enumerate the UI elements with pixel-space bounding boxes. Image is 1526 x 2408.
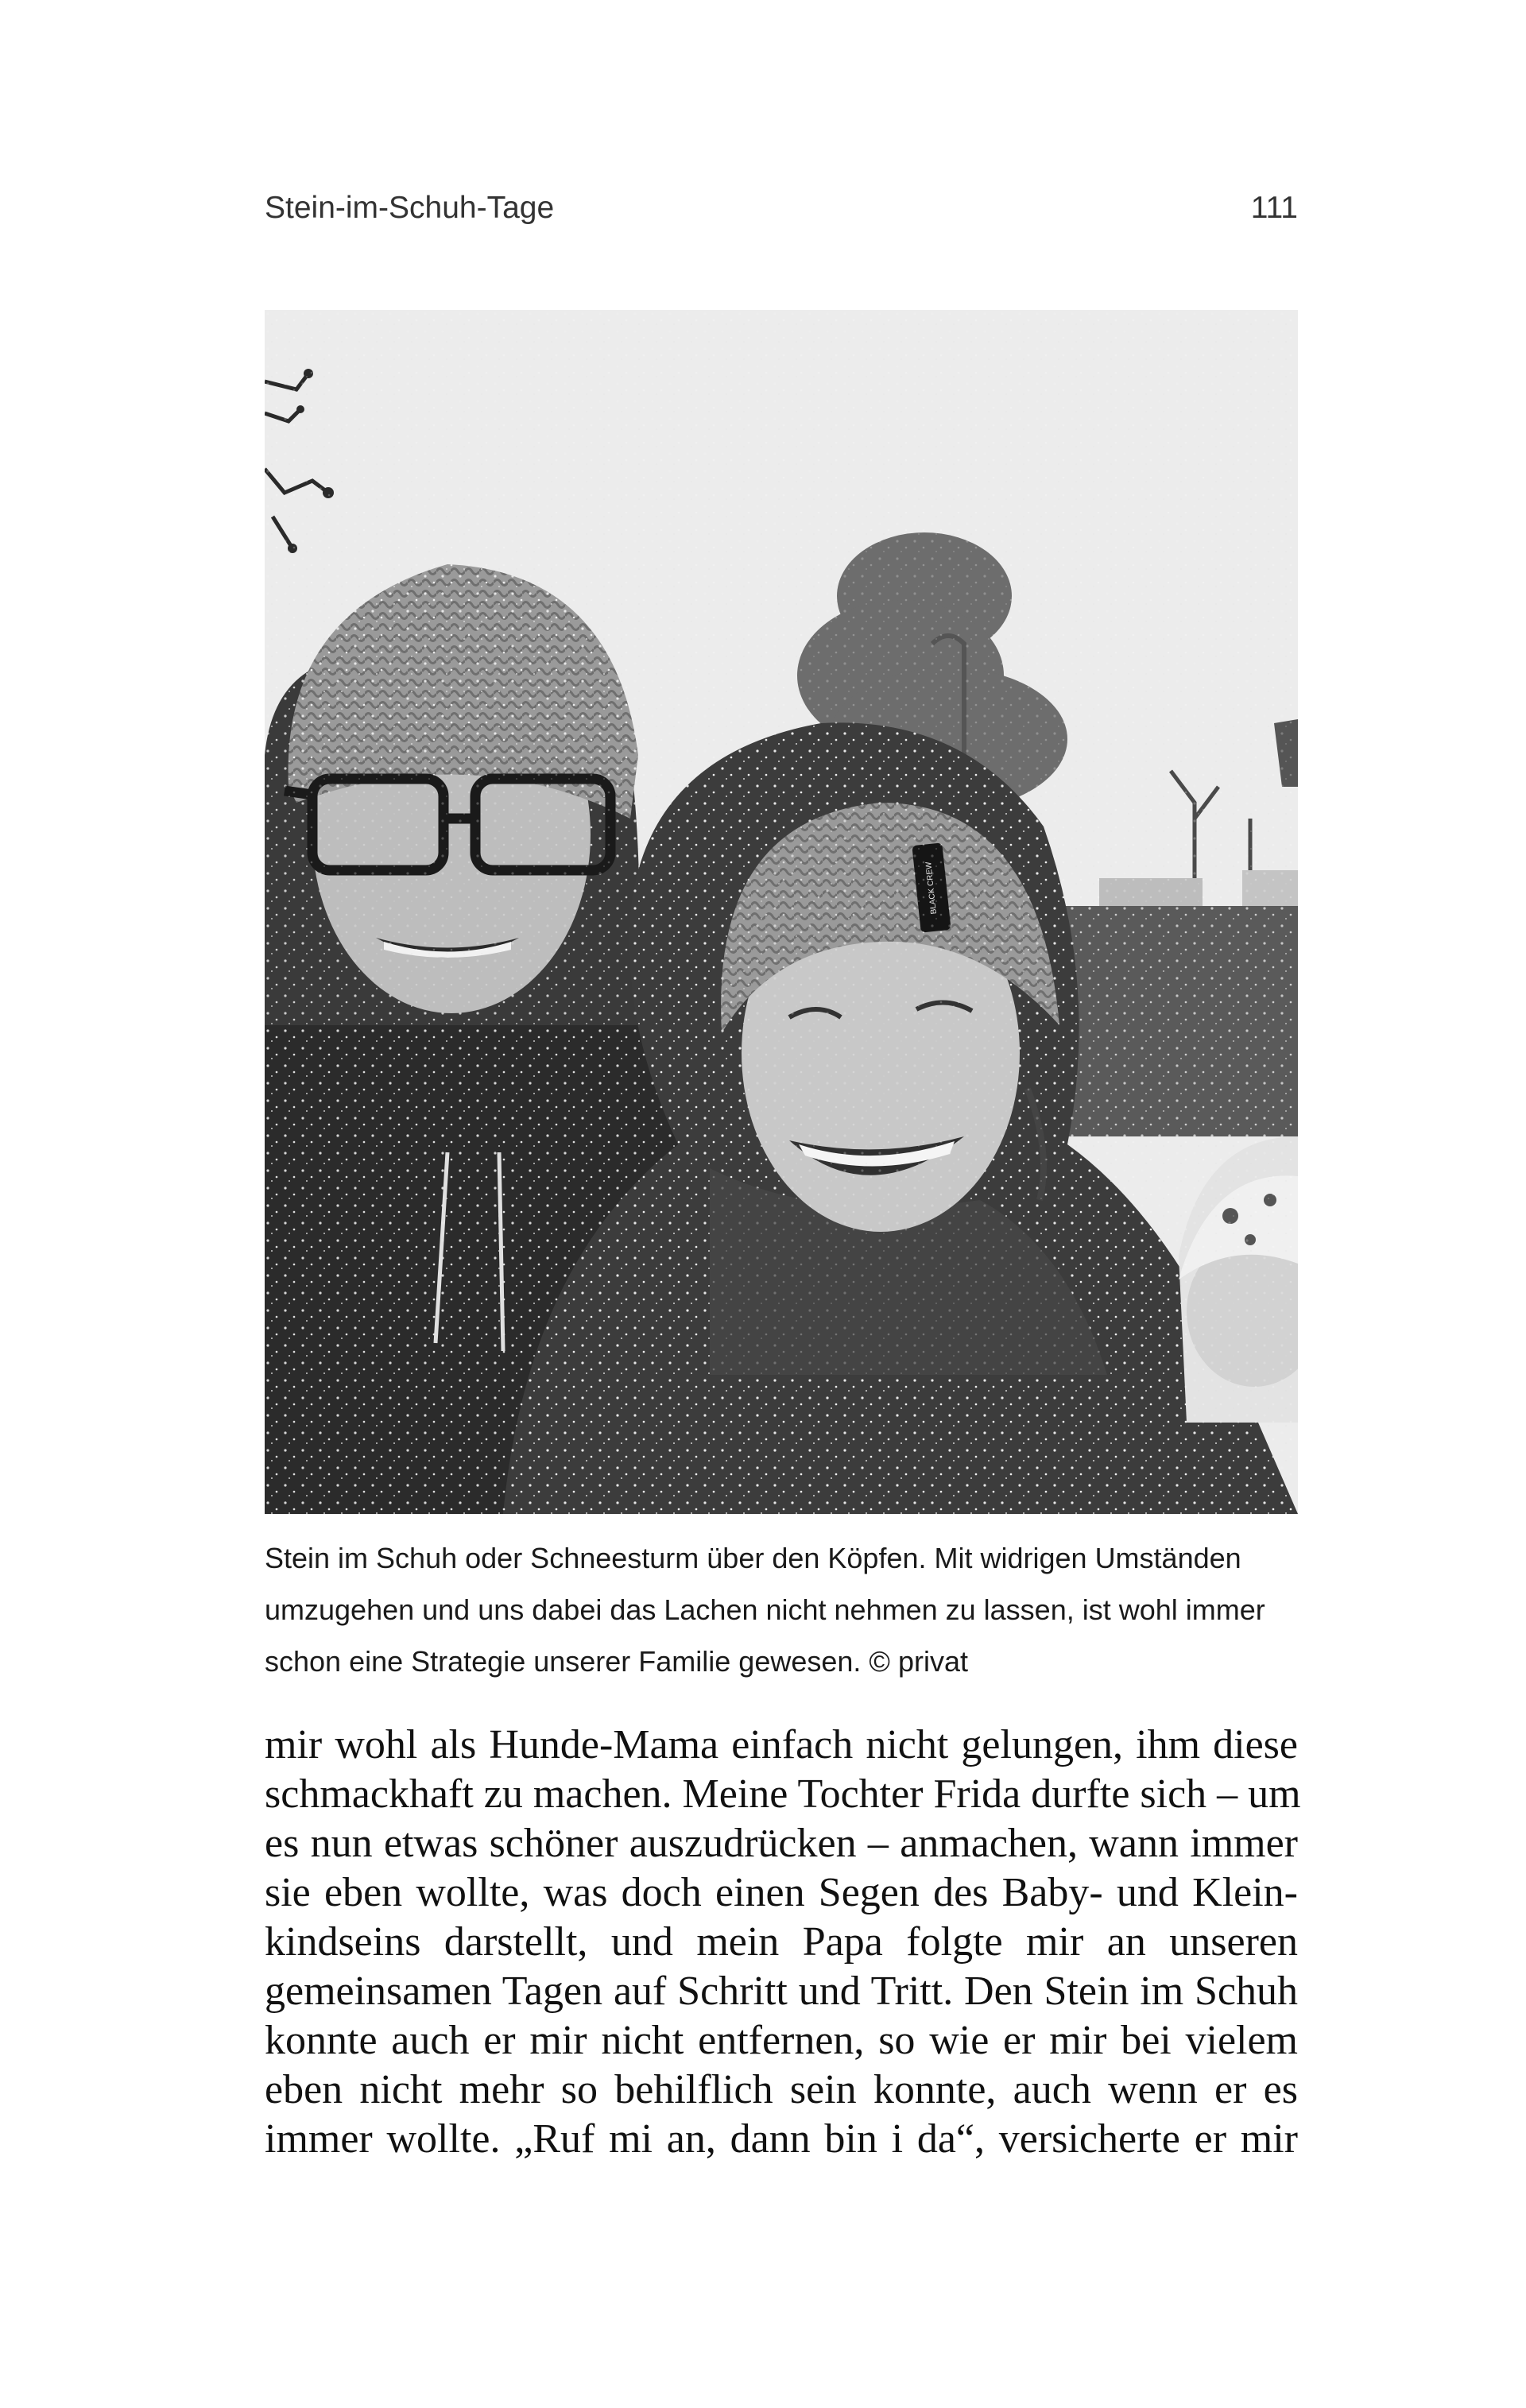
body-line: kindseins darstellt, und mein Papa folgte mir an unseren bbox=[265, 1919, 1298, 1965]
body-line: es nun etwas schöner auszudrücken – anmachen, wann immer bbox=[265, 1821, 1298, 1866]
caption-line: schon eine Strategie unserer Familie gewesen. © privat bbox=[265, 1645, 968, 1678]
beanie-label: BLACK CREW bbox=[924, 861, 939, 915]
page-number: 111 bbox=[1250, 191, 1298, 225]
body-line: schmackhaft zu machen. Meine Tochter Frida durfte sich – um bbox=[265, 1771, 1301, 1817]
family-photo bbox=[265, 310, 1298, 1514]
body-line: immer wollte. „Ruf mi an, dann bin i da“, versicherte er mir bbox=[265, 2116, 1298, 2162]
photo-caption bbox=[265, 1532, 1314, 1687]
body-text bbox=[265, 1721, 1301, 2164]
body-line: konnte auch er mir nicht entfernen, so wie er mir bei vielem bbox=[265, 2018, 1298, 2063]
body-line: mir wohl als Hunde-Mama einfach nicht gelungen, ihm diese bbox=[265, 1722, 1298, 1767]
running-head bbox=[265, 191, 1298, 238]
running-head-title: Stein-im-Schuh-Tage bbox=[265, 191, 555, 225]
body-line: gemeinsamen Tagen auf Schritt und Tritt. Den Stein im Schuh bbox=[265, 1969, 1298, 2014]
body-line: eben nicht mehr so behilflich sein konnte, auch wenn er es bbox=[265, 2067, 1298, 2112]
caption-line: umzugehen und uns dabei das Lachen nicht nehmen zu lassen, ist wohl immer bbox=[265, 1593, 1265, 1626]
body-line: sie eben wollte, was doch einen Segen des Baby- und Klein- bbox=[265, 1870, 1298, 1915]
caption-line: Stein im Schuh oder Schneesturm über den Köpfen. Mit widrigen Umständen bbox=[265, 1542, 1241, 1574]
